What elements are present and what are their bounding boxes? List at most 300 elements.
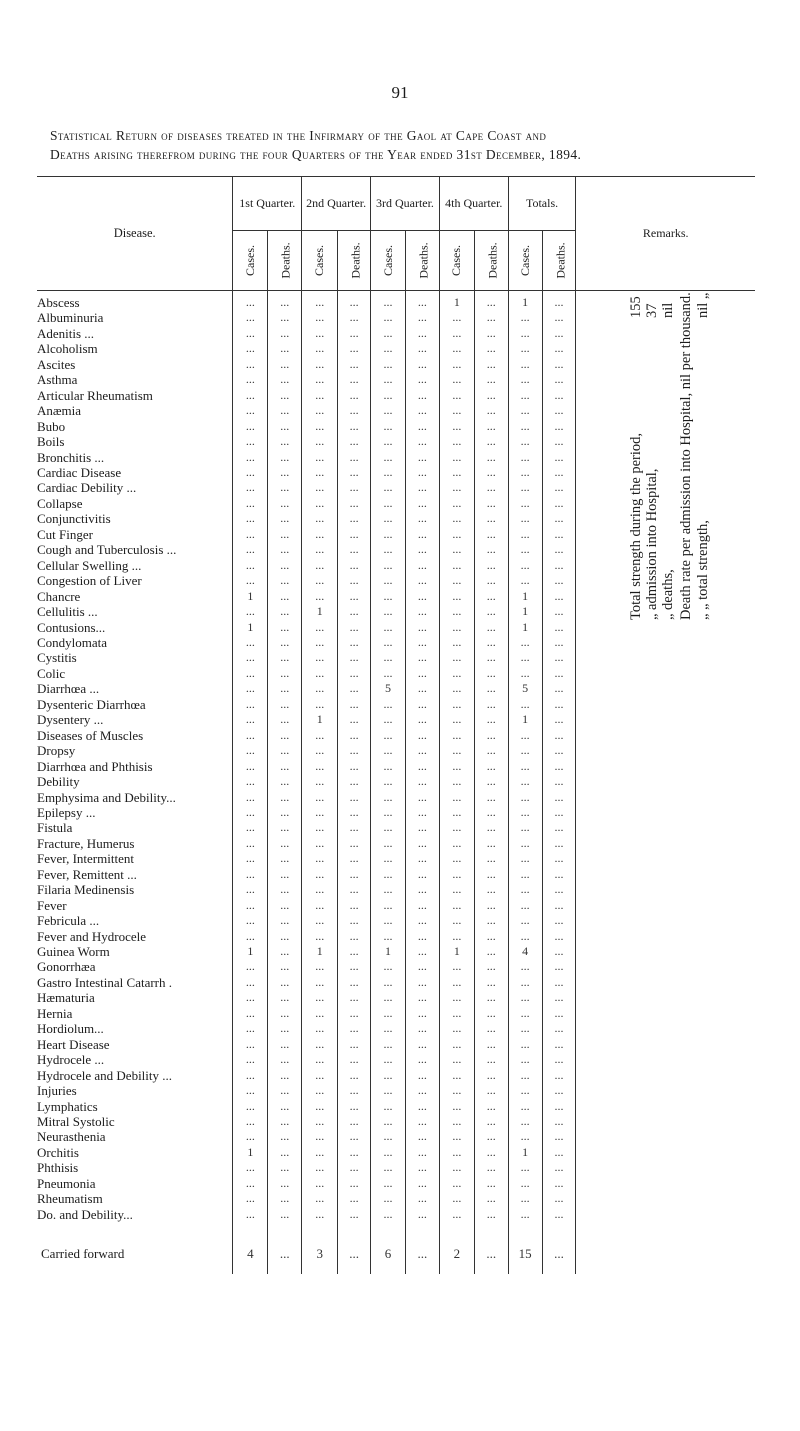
cases-cell: ... bbox=[302, 990, 338, 1005]
deaths-cell: ... bbox=[338, 388, 371, 403]
deaths-cell: ... bbox=[405, 743, 439, 758]
cases-cell: ... bbox=[233, 465, 268, 480]
cases-cell: ... bbox=[439, 1191, 474, 1206]
cases-cell: ... bbox=[508, 558, 542, 573]
disease-name-text: Orchitis bbox=[37, 1144, 79, 1160]
cases-cell: ... bbox=[302, 341, 338, 356]
cases-cell: ... bbox=[233, 1114, 268, 1129]
cases-cell: ... bbox=[233, 326, 268, 341]
cases-cell: ... bbox=[439, 882, 474, 897]
disease-name-text: Fracture, Humerus bbox=[37, 835, 135, 851]
deaths-cell: ... bbox=[405, 434, 439, 449]
cases-cell: ... bbox=[233, 805, 268, 820]
cases-cell: ... bbox=[233, 990, 268, 1005]
deaths-cell: ... bbox=[542, 743, 576, 758]
deaths-cell: ... bbox=[268, 1176, 302, 1191]
cases-cell: ... bbox=[508, 372, 542, 387]
disease-name bbox=[37, 372, 233, 387]
deaths-cell: ... bbox=[474, 1160, 508, 1175]
cases-cell: ... bbox=[302, 805, 338, 820]
disease-name-text: Congestion of Liver bbox=[37, 573, 142, 589]
disease-name-text: Do. and Debility... bbox=[37, 1206, 133, 1222]
deaths-cell: ... bbox=[405, 1207, 439, 1234]
disease-statistics-table bbox=[37, 176, 755, 1274]
deaths-cell: ... bbox=[268, 650, 302, 665]
deaths-cell: ... bbox=[474, 759, 508, 774]
cases-cell: ... bbox=[233, 372, 268, 387]
deaths-cell: ... bbox=[542, 898, 576, 913]
deaths-cell: ... bbox=[268, 959, 302, 974]
cases-cell: ... bbox=[508, 666, 542, 681]
cases-cell: ... bbox=[439, 681, 474, 696]
deaths-cell: ... bbox=[405, 959, 439, 974]
cases-cell: ... bbox=[371, 573, 406, 588]
cases-cell: ... bbox=[371, 558, 406, 573]
cases-cell: ... bbox=[508, 310, 542, 325]
cases-cell: ... bbox=[508, 929, 542, 944]
cases-cell: ... bbox=[508, 1083, 542, 1098]
deaths-cell: ... bbox=[474, 959, 508, 974]
deaths-cell: ... bbox=[338, 1129, 371, 1144]
cases-cell: ... bbox=[371, 913, 406, 928]
cases-cell: ... bbox=[302, 620, 338, 635]
cases-cell: ... bbox=[439, 805, 474, 820]
deaths-cell: ... bbox=[474, 635, 508, 650]
cases-cell: ... bbox=[439, 388, 474, 403]
cases-cell: ... bbox=[233, 759, 268, 774]
deaths-cell: ... bbox=[474, 542, 508, 557]
cases-cell: ... bbox=[439, 1006, 474, 1021]
deaths-cell: ... bbox=[474, 774, 508, 789]
deaths-cell: ... bbox=[542, 291, 576, 311]
deaths-cell: ... bbox=[405, 1099, 439, 1114]
cases-cell: ... bbox=[371, 959, 406, 974]
deaths-cell: ... bbox=[474, 820, 508, 835]
disease-name bbox=[37, 867, 233, 882]
deaths-cell: ... bbox=[474, 480, 508, 495]
deaths-cell: ... bbox=[474, 836, 508, 851]
deaths-cell: ... bbox=[542, 434, 576, 449]
cases-cell: ... bbox=[302, 419, 338, 434]
cases-cell: ... bbox=[233, 341, 268, 356]
deaths-cell: ... bbox=[405, 291, 439, 311]
cases-cell: ... bbox=[508, 867, 542, 882]
cases-cell: ... bbox=[371, 527, 406, 542]
deaths-cell: ... bbox=[268, 1006, 302, 1021]
cases-cell: ... bbox=[233, 959, 268, 974]
deaths-cell: ... bbox=[405, 1037, 439, 1052]
disease-name bbox=[37, 1176, 233, 1191]
disease-name-text: Albuminuria bbox=[37, 310, 104, 326]
deaths-cell: ... bbox=[268, 1021, 302, 1036]
deaths-cell: ... bbox=[405, 1083, 439, 1098]
deaths-cell: ... bbox=[542, 573, 576, 588]
cases-cell: ... bbox=[371, 434, 406, 449]
deaths-cell: ... bbox=[268, 882, 302, 897]
remarks-value: 37 bbox=[644, 303, 660, 318]
cases-cell: 1 bbox=[508, 712, 542, 727]
deaths-cell: ... bbox=[542, 1207, 576, 1234]
cases-cell: ... bbox=[302, 1037, 338, 1052]
deaths-cell: ... bbox=[542, 805, 576, 820]
cases-cell: ... bbox=[302, 820, 338, 835]
deaths-cell: ... bbox=[542, 589, 576, 604]
deaths-cell: ... bbox=[474, 434, 508, 449]
cases-cell: ... bbox=[371, 774, 406, 789]
disease-name bbox=[37, 697, 233, 712]
cases-cell: ... bbox=[371, 650, 406, 665]
deaths-cell: ... bbox=[474, 1191, 508, 1206]
cases-cell: ... bbox=[233, 1083, 268, 1098]
cases-cell: ... bbox=[302, 388, 338, 403]
deaths-cell: ... bbox=[338, 774, 371, 789]
deaths-cell: ... bbox=[405, 326, 439, 341]
deaths-cell: ... bbox=[474, 419, 508, 434]
deaths-cell: ... bbox=[474, 620, 508, 635]
deaths-cell: ... bbox=[405, 419, 439, 434]
cases-cell: ... bbox=[508, 1068, 542, 1083]
deaths-cell: ... bbox=[542, 357, 576, 372]
deaths-cell: ... bbox=[338, 1052, 371, 1067]
cases-cell: ... bbox=[302, 1145, 338, 1160]
deaths-cell: ... bbox=[474, 388, 508, 403]
cases-cell: ... bbox=[508, 990, 542, 1005]
deaths-cell: ... bbox=[474, 1129, 508, 1144]
cases-cell: ... bbox=[371, 867, 406, 882]
deaths-cell: ... bbox=[268, 1083, 302, 1098]
deaths-cell: ... bbox=[268, 1160, 302, 1175]
deaths-cell: ... bbox=[474, 913, 508, 928]
cases-cell: ... bbox=[233, 1160, 268, 1175]
cases-cell: ... bbox=[302, 326, 338, 341]
disease-name-text: Febricula ... bbox=[37, 913, 100, 929]
deaths-cell: ... bbox=[338, 959, 371, 974]
disease-name-text: Phthisis bbox=[37, 1160, 79, 1176]
deaths-cell: ... bbox=[474, 1207, 508, 1234]
deaths-cell: ... bbox=[542, 341, 576, 356]
deaths-cell: ... bbox=[405, 728, 439, 743]
cases-subheader-label: Cases. bbox=[380, 245, 395, 276]
deaths-cell: ... bbox=[268, 929, 302, 944]
cases-subheader-label: Cases. bbox=[242, 245, 257, 276]
cases-cell: ... bbox=[302, 1114, 338, 1129]
cases-cell: ... bbox=[302, 697, 338, 712]
deaths-cell: ... bbox=[268, 712, 302, 727]
deaths-cell: ... bbox=[474, 712, 508, 727]
disease-name bbox=[37, 357, 233, 372]
deaths-cell: ... bbox=[405, 480, 439, 495]
deaths-cell: ... bbox=[542, 1176, 576, 1191]
cases-cell: ... bbox=[439, 341, 474, 356]
cases-cell: ... bbox=[302, 774, 338, 789]
disease-name-text: Dysenteric Diarrhœa bbox=[37, 696, 146, 712]
cases-cell: ... bbox=[233, 913, 268, 928]
deaths-cell: ... bbox=[542, 527, 576, 542]
deaths-cell: ... bbox=[405, 542, 439, 557]
cases-cell: 1 bbox=[439, 944, 474, 959]
cases-cell: ... bbox=[439, 635, 474, 650]
deaths-cell: ... bbox=[338, 310, 371, 325]
disease-name bbox=[37, 403, 233, 418]
deaths-cell: ... bbox=[542, 450, 576, 465]
cases-cell: ... bbox=[302, 558, 338, 573]
deaths-subheader-label: Deaths. bbox=[553, 242, 568, 279]
disease-name bbox=[37, 790, 233, 805]
cases-cell: ... bbox=[371, 712, 406, 727]
deaths-cell: ... bbox=[542, 1083, 576, 1098]
cases-cell: ... bbox=[371, 1006, 406, 1021]
cases-cell: ... bbox=[302, 666, 338, 681]
cases-cell: ... bbox=[439, 326, 474, 341]
cases-cell: ... bbox=[439, 496, 474, 511]
cases-cell: ... bbox=[302, 913, 338, 928]
deaths-cell: ... bbox=[338, 1160, 371, 1175]
disease-name bbox=[37, 1145, 233, 1160]
cases-cell: ... bbox=[233, 635, 268, 650]
page-number: 91 bbox=[391, 83, 409, 102]
deaths-cell: ... bbox=[268, 589, 302, 604]
disease-name-text: Condylomata bbox=[37, 634, 108, 650]
deaths-cell: ... bbox=[405, 573, 439, 588]
deaths-cell: ... bbox=[542, 944, 576, 959]
cases-cell: 1 bbox=[508, 291, 542, 311]
quarter-4-header: 4th Quarter. bbox=[439, 177, 508, 231]
deaths-cell: ... bbox=[268, 990, 302, 1005]
cases-cell: ... bbox=[371, 1176, 406, 1191]
disease-name-text: Lymphatics bbox=[37, 1098, 98, 1114]
cases-cell: ... bbox=[233, 975, 268, 990]
remarks-line: Death rate per admission into Hospital, nil per thousand. bbox=[678, 292, 694, 620]
cases-cell: ... bbox=[302, 1207, 338, 1234]
deaths-cell: ... bbox=[474, 790, 508, 805]
deaths-cell: ... bbox=[542, 419, 576, 434]
deaths-cell: ... bbox=[542, 697, 576, 712]
quarter-3-header: 3rd Quarter. bbox=[371, 177, 440, 231]
deaths-cell: ... bbox=[338, 759, 371, 774]
cases-cell: ... bbox=[302, 851, 338, 866]
cases-cell: ... bbox=[371, 357, 406, 372]
disease-name-text: Colic bbox=[37, 665, 66, 681]
deaths-cell: ... bbox=[338, 450, 371, 465]
deaths-cell: ... bbox=[268, 573, 302, 588]
deaths-cell: ... bbox=[268, 697, 302, 712]
cases-cell: ... bbox=[371, 635, 406, 650]
deaths-cell: ... bbox=[268, 1145, 302, 1160]
disease-name bbox=[37, 604, 233, 619]
deaths-cell: ... bbox=[405, 836, 439, 851]
cases-cell: ... bbox=[508, 542, 542, 557]
cases-cell: ... bbox=[439, 589, 474, 604]
deaths-cell: ... bbox=[542, 681, 576, 696]
cases-cell: ... bbox=[233, 1099, 268, 1114]
disease-name-text: Pneumonia bbox=[37, 1175, 96, 1191]
cases-cell: ... bbox=[302, 573, 338, 588]
remarks-line: Total strength during the period, bbox=[628, 432, 644, 620]
deaths-cell: ... bbox=[474, 341, 508, 356]
cases-cell: ... bbox=[439, 820, 474, 835]
deaths-cell: ... bbox=[268, 1052, 302, 1067]
deaths-cell: ... bbox=[405, 1191, 439, 1206]
deaths-cell: ... bbox=[542, 990, 576, 1005]
carried-forward-value: 4 bbox=[233, 1234, 268, 1274]
cases-cell: ... bbox=[439, 728, 474, 743]
deaths-subheader bbox=[268, 231, 302, 291]
cases-cell: ... bbox=[233, 728, 268, 743]
deaths-cell: ... bbox=[338, 291, 371, 311]
deaths-cell: ... bbox=[268, 558, 302, 573]
deaths-cell: ... bbox=[338, 805, 371, 820]
cases-cell: ... bbox=[233, 1052, 268, 1067]
deaths-cell: ... bbox=[405, 1052, 439, 1067]
cases-cell: ... bbox=[233, 1191, 268, 1206]
cases-cell: ... bbox=[371, 589, 406, 604]
cases-cell: ... bbox=[508, 1114, 542, 1129]
deaths-cell: ... bbox=[474, 403, 508, 418]
disease-name-text: Diarrhœa and Phthisis bbox=[37, 758, 153, 774]
deaths-subheader-label: Deaths. bbox=[416, 242, 431, 279]
cases-cell: ... bbox=[508, 959, 542, 974]
cases-cell: ... bbox=[508, 527, 542, 542]
cases-cell: ... bbox=[508, 697, 542, 712]
totals-header: Totals. bbox=[508, 177, 576, 231]
deaths-cell: ... bbox=[338, 1114, 371, 1129]
deaths-cell: ... bbox=[474, 697, 508, 712]
deaths-cell: ... bbox=[474, 1068, 508, 1083]
deaths-cell: ... bbox=[405, 372, 439, 387]
cases-cell: ... bbox=[371, 1129, 406, 1144]
cases-cell: ... bbox=[439, 650, 474, 665]
disease-name bbox=[37, 1052, 233, 1067]
cases-cell: ... bbox=[439, 434, 474, 449]
deaths-cell: ... bbox=[542, 759, 576, 774]
deaths-cell: ... bbox=[338, 573, 371, 588]
deaths-cell: ... bbox=[542, 635, 576, 650]
cases-cell: ... bbox=[233, 573, 268, 588]
deaths-cell: ... bbox=[542, 1068, 576, 1083]
deaths-cell: ... bbox=[338, 1021, 371, 1036]
cases-cell: ... bbox=[371, 403, 406, 418]
cases-cell: ... bbox=[233, 666, 268, 681]
cases-cell: ... bbox=[233, 712, 268, 727]
deaths-cell: ... bbox=[268, 944, 302, 959]
cases-cell: ... bbox=[302, 635, 338, 650]
deaths-cell: ... bbox=[542, 620, 576, 635]
cases-cell: ... bbox=[302, 1129, 338, 1144]
disease-name bbox=[37, 728, 233, 743]
disease-name-text: Mitral Systolic bbox=[37, 1114, 115, 1130]
cases-cell: ... bbox=[439, 1207, 474, 1234]
cases-cell: 1 bbox=[508, 604, 542, 619]
cases-cell: ... bbox=[371, 1099, 406, 1114]
disease-name bbox=[37, 1129, 233, 1144]
cases-cell: ... bbox=[302, 1191, 338, 1206]
deaths-cell: ... bbox=[405, 774, 439, 789]
deaths-cell: ... bbox=[338, 666, 371, 681]
cases-cell: 1 bbox=[302, 944, 338, 959]
cases-cell: ... bbox=[508, 882, 542, 897]
deaths-cell: ... bbox=[542, 403, 576, 418]
deaths-cell: ... bbox=[338, 326, 371, 341]
cases-cell: ... bbox=[233, 1207, 268, 1234]
cases-cell: ... bbox=[439, 480, 474, 495]
disease-name bbox=[37, 1083, 233, 1098]
deaths-cell: ... bbox=[338, 1191, 371, 1206]
cases-cell: ... bbox=[439, 403, 474, 418]
deaths-cell: ... bbox=[542, 604, 576, 619]
cases-cell: ... bbox=[233, 310, 268, 325]
deaths-cell: ... bbox=[474, 558, 508, 573]
cases-cell: ... bbox=[371, 542, 406, 557]
cases-cell: ... bbox=[371, 898, 406, 913]
cases-cell: 1 bbox=[508, 589, 542, 604]
deaths-cell: ... bbox=[474, 1037, 508, 1052]
deaths-cell: ... bbox=[268, 1114, 302, 1129]
disease-name-text: Adenitis ... bbox=[37, 325, 95, 341]
cases-cell: ... bbox=[233, 1021, 268, 1036]
cases-cell: ... bbox=[371, 1114, 406, 1129]
deaths-cell: ... bbox=[474, 882, 508, 897]
disease-name-text: Dropsy bbox=[37, 743, 76, 759]
cases-cell: ... bbox=[508, 851, 542, 866]
cases-cell: ... bbox=[302, 511, 338, 526]
disease-name-text: Epilepsy ... bbox=[37, 804, 96, 820]
cases-subheader bbox=[233, 231, 268, 291]
cases-cell: ... bbox=[439, 1129, 474, 1144]
disease-name bbox=[37, 558, 233, 573]
deaths-cell: ... bbox=[542, 1037, 576, 1052]
disease-name-text: Cardiac Debility ... bbox=[37, 480, 137, 496]
deaths-cell: ... bbox=[338, 728, 371, 743]
deaths-cell: ... bbox=[542, 496, 576, 511]
deaths-cell: ... bbox=[474, 944, 508, 959]
cases-cell: ... bbox=[302, 681, 338, 696]
deaths-cell: ... bbox=[405, 929, 439, 944]
deaths-cell: ... bbox=[338, 990, 371, 1005]
cases-cell: ... bbox=[302, 1052, 338, 1067]
deaths-cell: ... bbox=[338, 496, 371, 511]
cases-cell: ... bbox=[508, 728, 542, 743]
deaths-cell: ... bbox=[268, 419, 302, 434]
cases-cell: ... bbox=[439, 666, 474, 681]
deaths-cell: ... bbox=[405, 1114, 439, 1129]
deaths-cell: ... bbox=[405, 697, 439, 712]
deaths-cell: ... bbox=[542, 790, 576, 805]
disease-name bbox=[37, 388, 233, 403]
cases-cell: ... bbox=[233, 604, 268, 619]
disease-name-text: Asthma bbox=[37, 372, 78, 388]
disease-name bbox=[37, 805, 233, 820]
deaths-cell: ... bbox=[542, 542, 576, 557]
deaths-cell: ... bbox=[474, 1006, 508, 1021]
deaths-cell: ... bbox=[405, 851, 439, 866]
disease-name-text: Bronchitis ... bbox=[37, 449, 105, 465]
cases-cell: ... bbox=[233, 450, 268, 465]
deaths-cell: ... bbox=[268, 434, 302, 449]
cases-cell: ... bbox=[508, 326, 542, 341]
deaths-cell: ... bbox=[405, 558, 439, 573]
cases-cell: ... bbox=[371, 728, 406, 743]
deaths-cell: ... bbox=[542, 310, 576, 325]
cases-cell: ... bbox=[508, 759, 542, 774]
cases-cell: 1 bbox=[233, 620, 268, 635]
cases-cell: 4 bbox=[508, 944, 542, 959]
cases-cell: ... bbox=[302, 465, 338, 480]
deaths-cell: ... bbox=[338, 681, 371, 696]
disease-name-text: Collapse bbox=[37, 495, 83, 511]
cases-cell: ... bbox=[371, 480, 406, 495]
deaths-cell: ... bbox=[268, 388, 302, 403]
deaths-cell: ... bbox=[474, 743, 508, 758]
